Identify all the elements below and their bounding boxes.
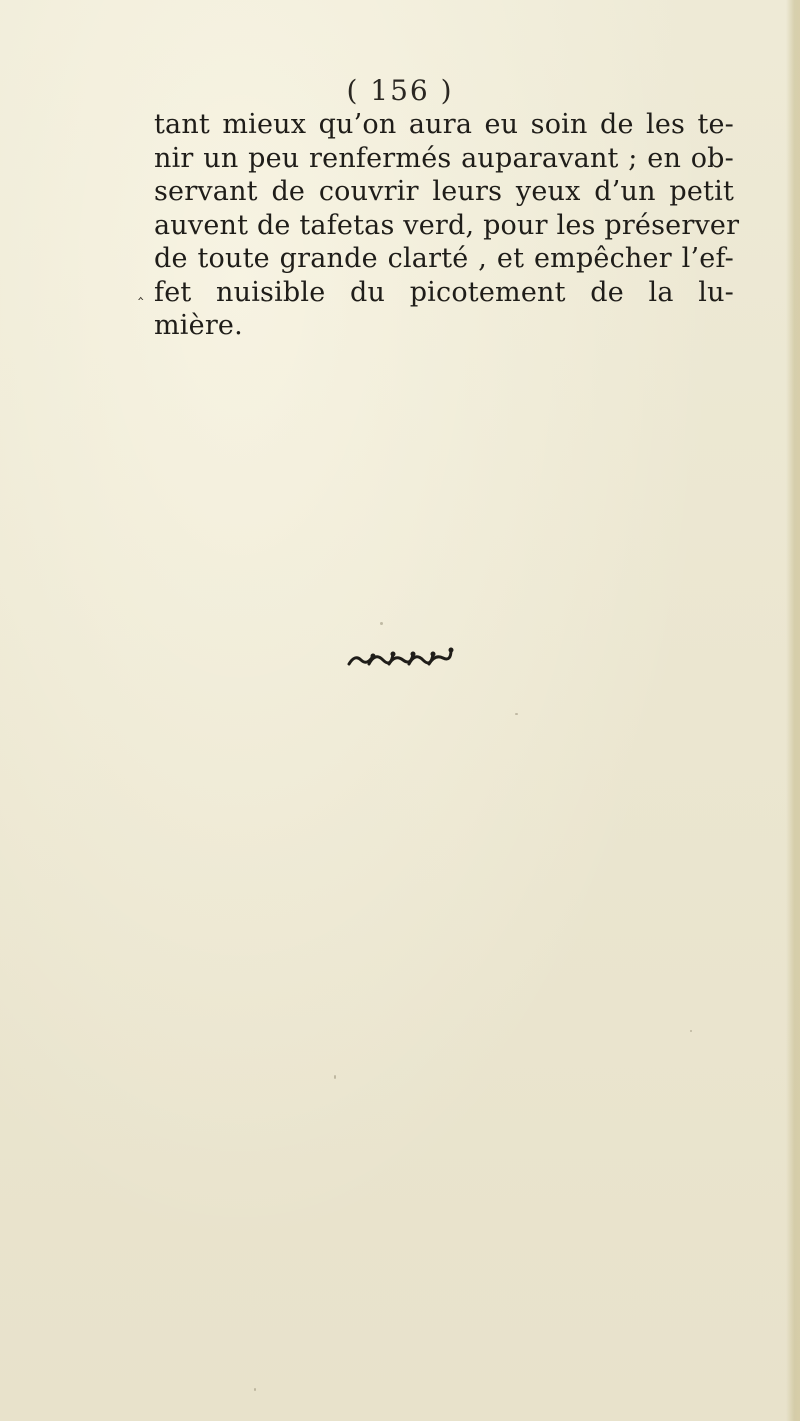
margin-tick-mark: ‸ bbox=[138, 281, 144, 300]
text-line: tant mieux qu’on aura eu soin de les te- bbox=[154, 109, 734, 140]
paper-speck bbox=[690, 1030, 692, 1032]
body-text bbox=[154, 108, 740, 343]
tailpiece-ornament-svg bbox=[345, 642, 455, 672]
paper-speck bbox=[334, 1075, 336, 1079]
page-edge-shadow bbox=[786, 0, 800, 1421]
paper-speck bbox=[254, 1388, 256, 1391]
text-line: de toute grande clarté , et empêcher l’ef- bbox=[154, 243, 734, 274]
text-line: mière. bbox=[154, 310, 243, 341]
text-line: servant de couvrir leurs yeux d’un petit bbox=[154, 176, 734, 207]
text-line: nir un peu renfermés auparavant ; en ob- bbox=[154, 142, 734, 174]
text-line: fet nuisible du picotement de la lu- bbox=[154, 276, 734, 308]
paper-speck bbox=[380, 622, 383, 625]
paper-speck bbox=[515, 713, 518, 715]
page-number: ( 156 ) bbox=[346, 74, 454, 107]
text-line: auvent de tafetas verd, pour les préserver bbox=[154, 209, 740, 241]
